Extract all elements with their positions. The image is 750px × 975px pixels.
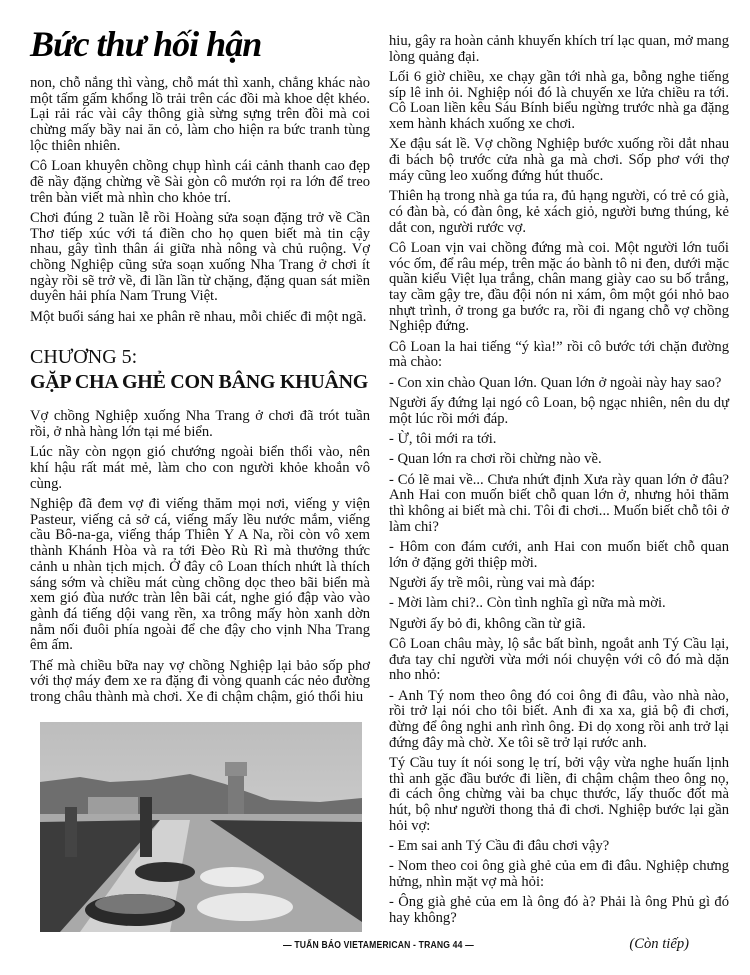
paragraph: Lúc nầy còn ngọn gió chướng ngoài biển thổi vào, nên khí hậu rất mát mẻ, làm cho con người khỏe khoắn vô cùng. xyxy=(30,444,370,492)
right-column xyxy=(389,34,729,952)
paragraph: - Ông già ghẻ của em là ông đó à? Phải là ông Phủ gì đó hay không? xyxy=(389,894,729,927)
chapter-title: GẶP CHA GHẺ CON BÂNG KHUÂNG xyxy=(30,371,369,394)
paragraph: non, chỗ nắng thì vàng, chỗ mát thì xanh, chẳng khác nào một tấm gấm khổng lồ trải trên các đồi mà khoe dệt khéo. Lại rải rác vài cây thông già sừng sựng trên đồi mà coi chừng mấy bầy nai ăn cỏ, làm cho hiện ra bức tranh tùng lộc thiên nhiên. xyxy=(30,75,370,154)
paragraph: - Ừ, tôi mới ra tới. xyxy=(389,430,497,447)
paragraph: Lối 6 giờ chiều, xe chạy gần tới nhà ga, bỗng nghe tiếng síp lê inh ỏi. Nghiệp nói đó là chuyến xe lửa chiều ra tới. Cô Loan liền kêu Sáu Bính biểu ngừng trước nhà ga đặng xem hành khách xuống xe chơi. xyxy=(389,69,729,133)
right-paragraphs xyxy=(389,34,729,927)
paragraph: - Có lẽ mai về... Chưa nhứt định Xưa rày quan lớn ở đâu? Anh Hai con muốn biết chỗ quan lớn ở, nhưng hỏi thăm thì không ai biết mà chi. Tôi đi chơi... Muốn biết chỗ tôi ở làm chi? xyxy=(389,471,729,535)
chapter-number: CHƯƠNG 5: xyxy=(30,346,138,369)
left-column xyxy=(30,76,370,710)
paragraph: Tý Cầu tuy ít nói song lẹ trí, bởi vậy vừa nghe huấn lịnh thì anh gặc đầu bước đi liền, đi chậm chậm theo ông nọ, đi cách ông chừng vài ba chục thước, lấy thuốc đốt mà hút, bộ như người thong thả đi chơi. Nghiệp bước lại gần hỏi vợ: xyxy=(389,754,729,834)
paragraph: - Em sai anh Tý Cầu đi đâu chơi vậy? xyxy=(389,838,610,855)
fish-sauce-jars-photo xyxy=(40,722,362,932)
left-paragraphs-before xyxy=(30,76,370,325)
paragraph: Cô Loan vịn vai chồng đứng mà coi. Một người lớn tuổi vóc ốm, để râu mép, trên mặc áo bành tô ni đen, dưới mặc quần kiểu Việt lụa trắng, chân mang giày cao su bố trắng, tay cầm gậy tre, đầu đội nón ni xám, ôm một gói nhỏ bao nhựt trình, ở trong ga bước ra, rồi đi ngang chỗ vợ chồng Nghiệp đứng. xyxy=(389,239,729,335)
page-footer: — TUẤN BÁO VIETAMERICAN - TRANG 44 — xyxy=(283,939,474,951)
chapter-heading xyxy=(30,345,370,395)
paragraph: - Mời làm chi?.. Còn tình nghĩa gì nữa mà mời. xyxy=(389,595,666,612)
paragraph: - Quan lớn ra chơi rồi chừng nào về. xyxy=(389,451,602,468)
to-be-continued: (Còn tiếp) xyxy=(629,935,689,952)
paragraph: - Con xin chào Quan lớn. Quan lớn ở ngoài này hay sao? xyxy=(389,374,722,391)
paragraph: Vợ chồng Nghiệp xuống Nha Trang ở chơi đã trót tuần rồi, ở nhà hàng lớn tại mé biển. xyxy=(30,408,370,441)
paragraph: Cô Loan khuyên chồng chụp hình cái cảnh thanh cao đẹp đẽ nầy đặng chừng về Sài gòn cô mướn rọi ra lớn để treo trên bàn viết mà nhìn cho khỏe trí. xyxy=(30,158,370,206)
paragraph: - Nom theo coi ông già ghẻ của em đi đâu. Nghiệp chưng hửng, nhìn mặt vợ mà hỏi: xyxy=(389,858,729,891)
paragraph: Một buổi sáng hai xe phân rẽ nhau, mỗi chiếc đi một ngã. xyxy=(30,308,367,325)
paragraph: Thế mà chiều bữa nay vợ chồng Nghiệp lại bảo sốp phơ với thợ máy đem xe ra đặng đi vòng quanh các nẻo đường trong châu thành mà chơi. Xe đi chậm chậm, gió thổi hiu xyxy=(30,657,370,706)
paragraph: Người ấy bỏ đi, không cần từ giã. xyxy=(389,615,586,632)
paragraph: Cô Loan châu mày, lộ sắc bất bình, ngoắt anh Tý Cầu lại, đưa tay chỉ người vừa mới nói chuyện với cô đó mà dặn nho nhỏ: xyxy=(389,635,729,684)
paragraph: Người ấy trề môi, rùng vai mà đáp: xyxy=(389,574,596,591)
paragraph: Thiên hạ trong nhà ga túa ra, đủ hạng người, có trẻ có già, có đàn bà, có đàn ông, kẻ xách giỏ, người bưng thúng, kẻ dắt con, người rước vợ. xyxy=(389,188,729,236)
paragraph: Cô Loan la hai tiếng “ý kìa!” rồi cô bước tới chặn đường mà chào: xyxy=(389,338,729,371)
paragraph: Xe đậu sát lề. Vợ chồng Nghiệp bước xuống rồi dắt nhau đi bách bộ trước cửa nhà ga mà chơi. Sốp phơ với thợ máy cũng leo xuống đứng hút thuốc. xyxy=(389,136,729,184)
paragraph: Người ấy đứng lại ngó cô Loan, bộ ngạc nhiên, nên du dự một lúc rồi mới đáp. xyxy=(389,394,729,427)
article-title: Bức thư hối hận xyxy=(30,24,262,64)
paragraph: Chơi đúng 2 tuần lễ rồi Hoàng sửa soạn đặng trở về Cần Thơ tiếp xúc với tá điền cho họ quen biết mà tin cậy nhau, gây tình thân ái giữa nhà nông và chủ ruộng. Vợ chồng Nghiệp cũng sửa soạn xuống Nha Trang ở chơi ít ngày rồi sẽ trở về, đi lần lần từ chặng, đặng quan sát miền duyên hải phía Nam Trung Việt. xyxy=(30,209,370,305)
left-paragraphs-after xyxy=(30,409,370,705)
paragraph: - Hôm con đám cưới, anh Hai con muốn biết chỗ quan lớn ở đặng gởi thiệp mời. xyxy=(389,538,729,571)
paragraph: - Anh Tý nom theo ông đó coi ông đi đâu, vào nhà nào, rồi trở lại nói cho tôi biết. Anh đi xa xa, giả bộ đi chơi, đừng để ông nghi anh rình ông. Đi dọ xong rồi anh trở lại đứng đây mà chờ. Xe tôi sẽ trở lại rước anh. xyxy=(389,687,729,751)
paragraph: hiu, gây ra hoàn cảnh khuyến khích trí lạc quan, mở mang lòng quảng đại. xyxy=(389,33,729,65)
paragraph: Nghiệp đã đem vợ đi viếng thăm mọi nơi, viếng y viện Pasteur, viếng cả sở cá, viếng mấy lều nước mắm, viếng cầu Bô-na-ga, viếng tháp Thiên Y A Na, rồi còn vô xem thành Khánh Hòa và ra tới Đèo Rù Rì mà thưởng thức cảnh u nhàn tịch mịch. Ở đây cô Loan thích nhứt là thích sáng sớm và chiều mát cùng chồng dọc theo bãi biển mà xem gió đùa nước tràn lên bãi cát, nghe gió đập vào vào gành đá tiếng dội vang rền, xa trông mấy hòn xanh dờn nằm nối đuôi phía ngoài để che đậy cho vịnh Nha Trang êm ấm. xyxy=(30,496,370,654)
